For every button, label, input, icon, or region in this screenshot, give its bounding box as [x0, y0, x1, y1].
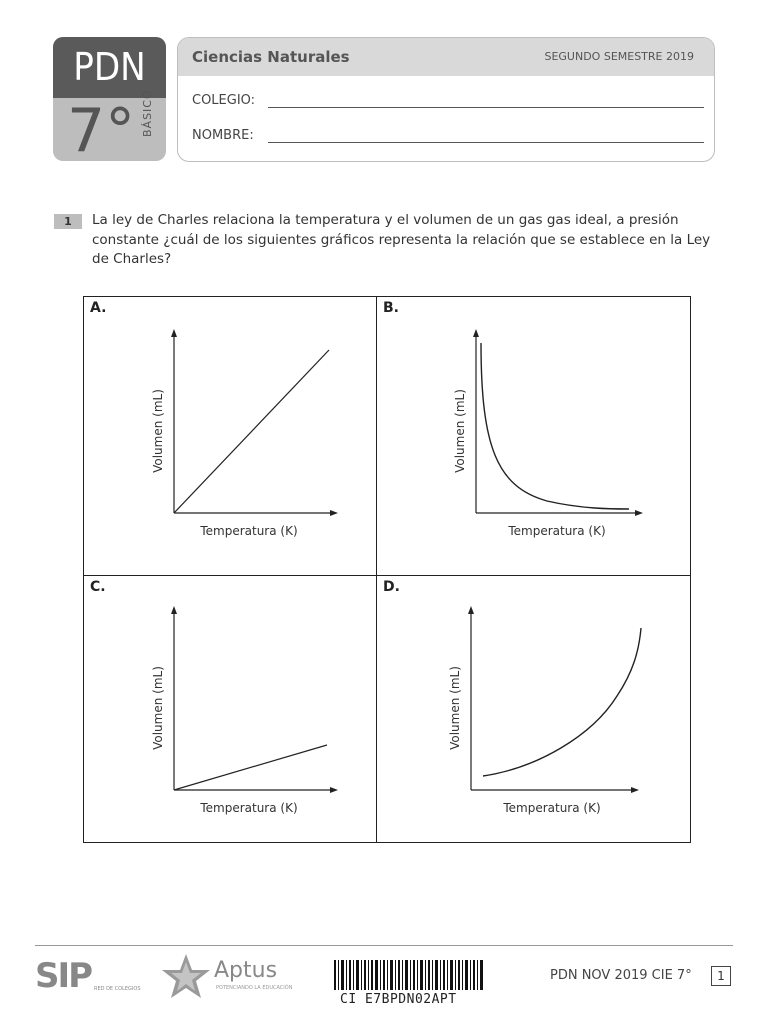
graph-d — [377, 576, 690, 842]
school-field-label: COLEGIO: — [192, 93, 256, 108]
x-axis-title: Temperatura (K) — [503, 801, 601, 815]
name-field-line[interactable] — [268, 142, 704, 143]
info-head — [178, 38, 714, 76]
x-axis-arrow — [330, 787, 338, 793]
option-d-label: D. — [383, 579, 400, 595]
y-axis-title: Volumen (mL) — [448, 666, 462, 750]
subject-title: Ciencias Naturales — [192, 48, 350, 66]
option-c-label: C. — [90, 579, 106, 595]
curve-d — [483, 628, 641, 776]
option-b-label: B. — [383, 300, 399, 316]
barcode-icon — [334, 960, 486, 990]
school-field[interactable] — [192, 93, 255, 108]
school-field-line[interactable] — [268, 107, 704, 108]
page-number: 1 — [711, 966, 731, 986]
option-a[interactable] — [83, 296, 377, 576]
question-number: 1 — [54, 214, 82, 229]
x-axis-arrow — [631, 787, 639, 793]
badge-level: BÁSICO — [141, 89, 154, 137]
question-text: La ley de Charles relaciona la temperatura y el volumen de un gas gas ideal, a presión constante ¿cuál de los siguientes gráficos representa la relación que se establece en la Ley de Charles? — [92, 212, 711, 267]
options-grid — [83, 296, 691, 843]
aptus-logo: Aptus — [214, 958, 278, 983]
y-axis-arrow — [171, 606, 177, 614]
option-b[interactable] — [376, 296, 691, 576]
aptus-star-icon — [160, 952, 212, 1000]
x-axis-arrow — [330, 510, 338, 516]
badge-grade: 7° — [67, 96, 136, 161]
y-axis-title: Volumen (mL) — [151, 666, 165, 750]
name-field[interactable] — [192, 128, 254, 143]
grade-badge — [53, 37, 166, 161]
graph-b — [377, 297, 690, 575]
x-axis-title: Temperatura (K) — [200, 801, 298, 815]
y-axis-title: Volumen (mL) — [453, 389, 467, 473]
graph-a — [84, 297, 376, 575]
option-d[interactable] — [376, 575, 691, 843]
curve-a — [174, 350, 329, 513]
semester-label: SEGUNDO SEMESTRE 2019 — [544, 50, 694, 63]
option-a-label: A. — [90, 300, 107, 316]
barcode-text: CI E7BPDN02APT — [340, 992, 457, 1007]
header-info-box — [177, 37, 715, 162]
badge-title: PDN — [53, 37, 166, 98]
name-field-label: NOMBRE: — [192, 128, 254, 143]
footer-rule — [35, 945, 733, 946]
graph-c — [84, 576, 376, 842]
x-axis-arrow — [635, 510, 643, 516]
curve-c — [174, 745, 327, 790]
y-axis-arrow — [473, 329, 479, 337]
curve-b — [481, 343, 629, 509]
sip-logo: SIP — [35, 956, 92, 996]
x-axis-title: Temperatura (K) — [508, 524, 606, 538]
aptus-logo-subtitle: POTENCIANDO LA EDUCACIÓN — [216, 985, 293, 991]
y-axis-arrow — [468, 606, 474, 614]
y-axis-title: Volumen (mL) — [151, 389, 165, 473]
sip-logo-subtitle: RED DE COLEGIOS — [94, 986, 141, 992]
option-c[interactable] — [83, 575, 377, 843]
x-axis-title: Temperatura (K) — [200, 524, 298, 538]
y-axis-arrow — [171, 329, 177, 337]
footer-code: PDN NOV 2019 CIE 7° — [550, 968, 692, 983]
